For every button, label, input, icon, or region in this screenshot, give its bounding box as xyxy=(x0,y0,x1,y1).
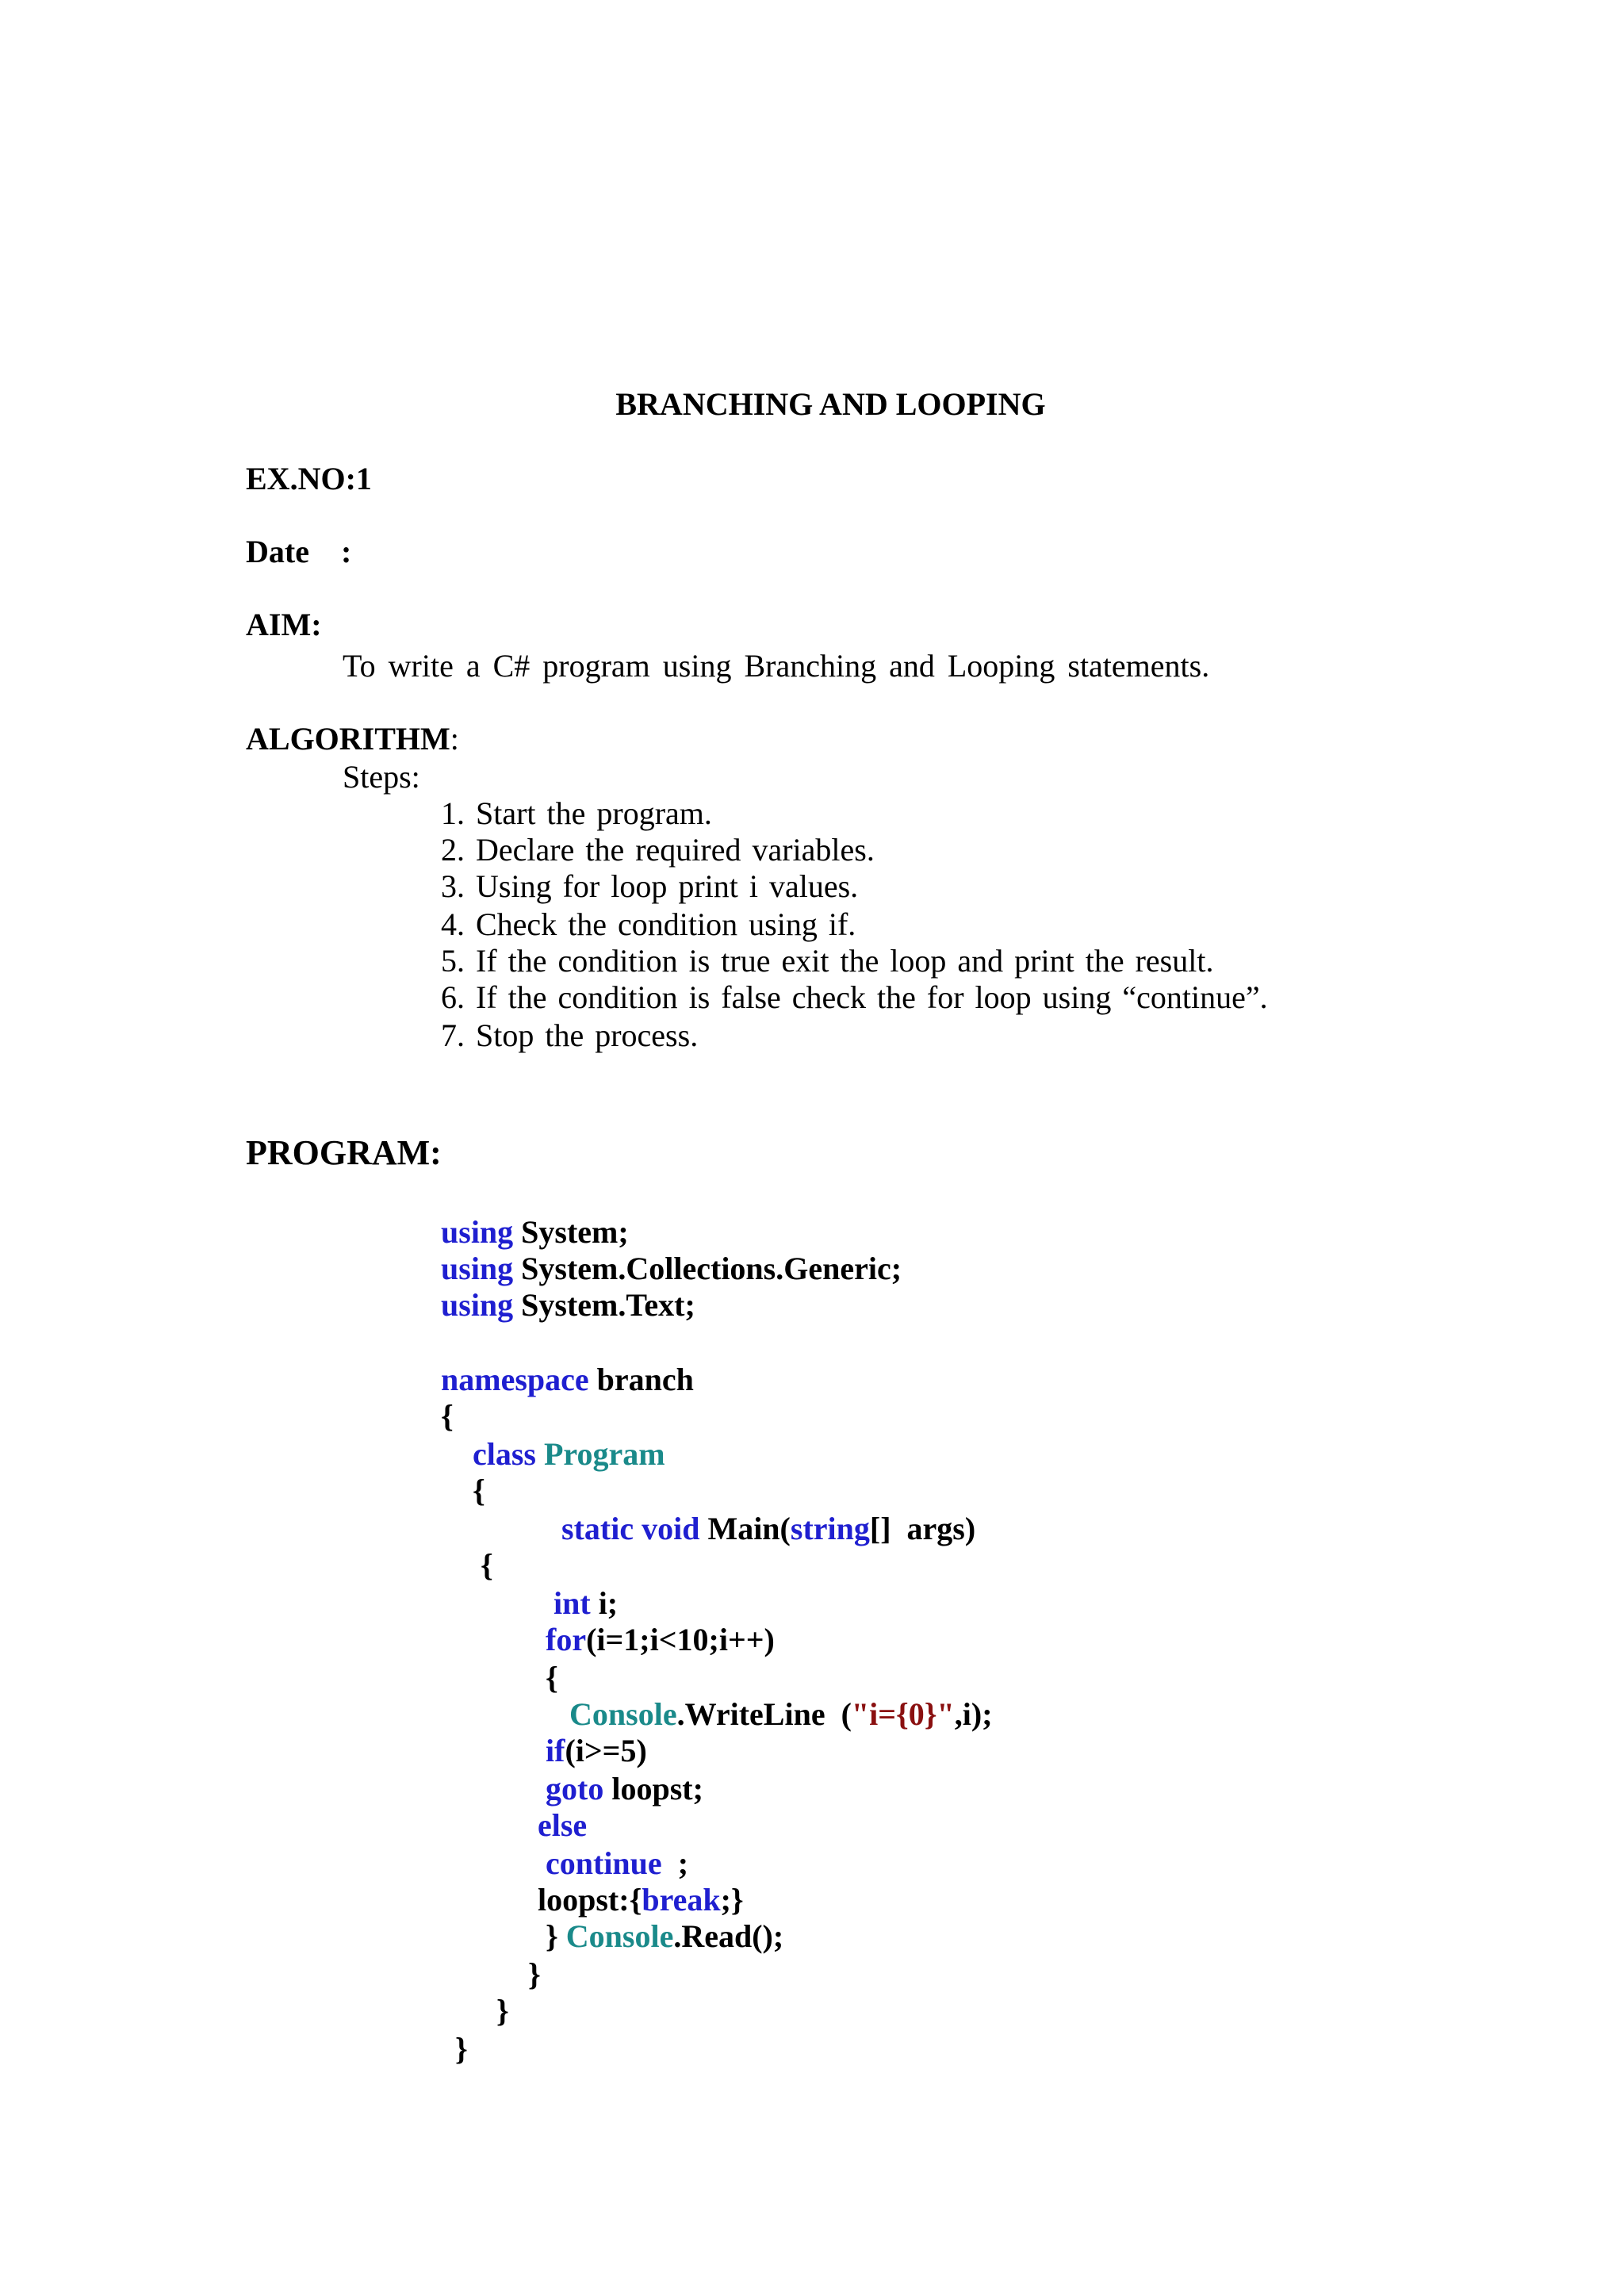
code-text: System.Text; xyxy=(513,1287,695,1323)
steps-label: Steps: xyxy=(343,759,420,795)
algorithm-step: 5. If the condition is true exit the loop and print the result. xyxy=(441,943,1214,979)
date-separator: : xyxy=(341,534,352,569)
algorithm-colon: : xyxy=(450,721,459,757)
code-text: loopst:{ xyxy=(538,1882,642,1918)
code-keyword: goto xyxy=(546,1771,604,1806)
code-line xyxy=(553,1584,618,1622)
code-line xyxy=(441,1361,694,1398)
program-heading: PROGRAM: xyxy=(246,1133,442,1172)
code-text: i; xyxy=(590,1585,619,1621)
code-text: (i>=5) xyxy=(565,1733,647,1768)
code-keyword: string xyxy=(790,1511,870,1546)
algorithm-label: ALGORITHM xyxy=(246,721,450,757)
code-line xyxy=(561,1510,975,1547)
algorithm-heading xyxy=(246,720,459,757)
code-line: { xyxy=(473,1473,485,1508)
code-keyword: else xyxy=(538,1807,588,1843)
aim-label: AIM: xyxy=(246,607,322,642)
code-line xyxy=(546,1732,647,1769)
code-keyword: continue xyxy=(546,1845,662,1881)
code-keyword: namespace xyxy=(441,1362,589,1397)
code-line: } xyxy=(528,1956,541,1992)
code-type: Program xyxy=(536,1436,665,1472)
code-type: Console xyxy=(569,1696,677,1732)
algorithm-step: 2. Declare the required variables. xyxy=(441,832,875,868)
code-text: (i=1;i<10;i++) xyxy=(586,1622,775,1657)
code-line: { xyxy=(441,1398,454,1434)
code-keyword: if xyxy=(546,1733,565,1768)
code-line xyxy=(538,1881,744,1918)
exercise-number: EX.NO:1 xyxy=(246,461,372,496)
code-text: ; xyxy=(661,1845,689,1881)
code-keyword: break xyxy=(642,1882,721,1918)
code-line xyxy=(546,1845,688,1882)
code-text: System.Collections.Generic; xyxy=(513,1251,902,1286)
code-text: branch xyxy=(588,1362,694,1397)
code-text: ,i); xyxy=(954,1696,993,1732)
code-text: .Read(); xyxy=(673,1918,784,1954)
code-line: { xyxy=(481,1547,493,1583)
code-line: } xyxy=(496,1993,509,2029)
code-line xyxy=(546,1770,703,1807)
code-keyword: using xyxy=(441,1251,514,1286)
code-line xyxy=(441,1286,695,1324)
code-line: } xyxy=(455,2031,468,2067)
code-text: .WriteLine ( xyxy=(676,1696,852,1732)
algorithm-step: 3. Using for loop print i values. xyxy=(441,868,859,904)
code-keyword: using xyxy=(441,1214,514,1250)
code-keyword: for xyxy=(546,1622,587,1657)
code-text: loopst; xyxy=(603,1771,703,1806)
algorithm-step: 1. Start the program. xyxy=(441,795,712,831)
code-keyword: static void xyxy=(561,1511,700,1546)
algorithm-step: 7. Stop the process. xyxy=(441,1017,699,1053)
code-line xyxy=(546,1918,783,1955)
code-line xyxy=(441,1250,902,1287)
algorithm-step: 4. Check the condition using if. xyxy=(441,906,856,942)
code-text: [] args) xyxy=(869,1511,976,1546)
code-line xyxy=(473,1435,665,1473)
aim-text: To write a C# program using Branching and Looping statements. xyxy=(343,648,1210,684)
code-line xyxy=(441,1213,629,1251)
page-title: BRANCHING AND LOOPING xyxy=(615,386,1046,422)
code-line xyxy=(569,1695,993,1733)
date-label: Date xyxy=(246,534,309,569)
code-line xyxy=(538,1806,587,1844)
code-text: } xyxy=(546,1918,566,1954)
code-keyword: class xyxy=(473,1436,536,1472)
code-text: System; xyxy=(513,1214,629,1250)
algorithm-step: 6. If the condition is false check the for loop using “continue”. xyxy=(441,979,1268,1015)
code-text: Main( xyxy=(699,1511,791,1546)
code-text: ;} xyxy=(720,1882,744,1918)
code-line xyxy=(546,1621,775,1658)
code-keyword: using xyxy=(441,1287,514,1323)
code-line: { xyxy=(546,1660,558,1695)
code-type: Console xyxy=(565,1918,674,1954)
code-keyword: int xyxy=(553,1585,591,1621)
code-string: "i={0}" xyxy=(851,1696,955,1732)
